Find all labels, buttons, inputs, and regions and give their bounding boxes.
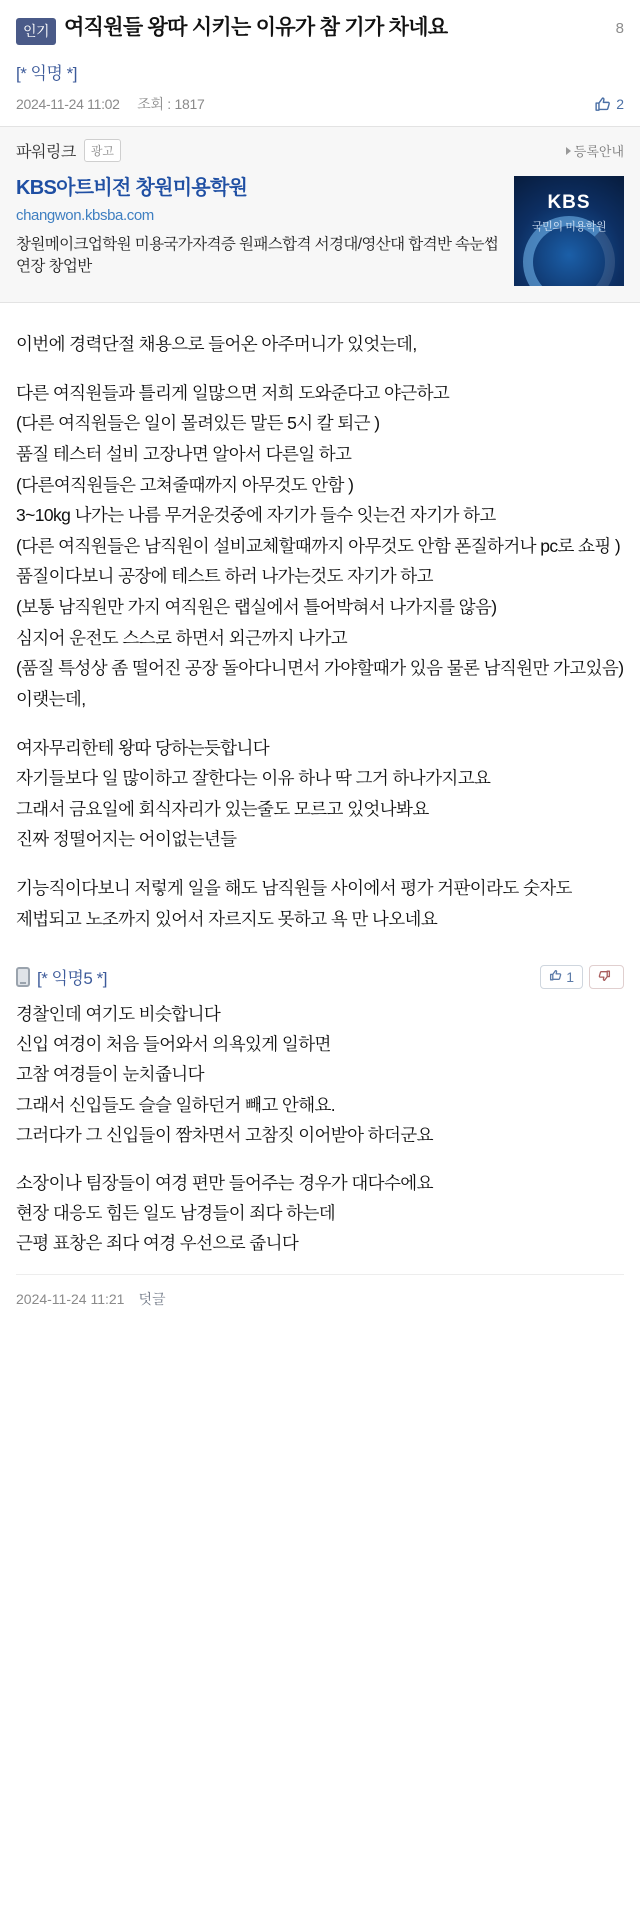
post-paragraph: (다른 여직원들은 일이 몰려있든 말든 5시 칼 퇴근 ) (16, 413, 380, 434)
post-date: 2024-11-24 11:02 (16, 96, 120, 112)
post-paragraph-spacer (16, 855, 624, 873)
comment-item (0, 950, 640, 1325)
comment-paragraph: 그러다가 그 신입들이 짬차면서 고참짓 이어받아 하더군요 (16, 1124, 433, 1145)
comment-author[interactable] (16, 964, 107, 989)
post-paragraph: 다른 여직원들과 틀리게 일많으면 저희 도와준다고 야근하고 (16, 382, 450, 403)
mobile-icon (16, 967, 30, 987)
ad-url[interactable]: changwon.kbsba.com (16, 207, 154, 224)
post-header (0, 0, 640, 126)
thumbs-down-icon (598, 969, 611, 985)
comment-count: 8 (615, 20, 624, 37)
hot-badge: 인기 (16, 18, 56, 45)
comment-paragraph: 고참 여경들이 눈치줍니다 (16, 1064, 204, 1085)
comment-paragraph: 소장이나 팀장들이 여경 편만 들어주는 경우가 대다수에요 (16, 1172, 433, 1193)
chevron-right-icon (566, 147, 571, 155)
ad-description: 창원메이크업학원 미용국가자격증 원패스합격 서경대/영산대 합격반 속눈썹연장 창업반 (16, 236, 499, 276)
post-paragraph: 여자무리한테 왕따 당하는듯합니다 (16, 737, 270, 758)
like-button[interactable] (594, 96, 624, 113)
like-count: 2 (616, 96, 624, 112)
ad-thumb-subtitle: 국민의 미용학원 (531, 221, 607, 233)
post-paragraph: 그래서 금요일에 회식자리가 있는줄도 모르고 있엇나봐요 (16, 798, 429, 819)
post-paragraph: (품질 특성상 좀 떨어진 공장 돌아다니면서 가야할때가 있음 물론 남직원만 가고있음) (16, 658, 624, 679)
comment-like-count: 1 (566, 968, 574, 985)
comment-paragraph-spacer (16, 1150, 624, 1168)
ad-thumb-title: KBS (547, 192, 591, 213)
title-row (16, 14, 624, 45)
comment-paragraph: 신입 여경이 처음 들어와서 의욕있게 일하면 (16, 1034, 331, 1055)
post-meta-left (16, 94, 204, 114)
post-paragraph: 심지어 운전도 스스로 하면서 외근까지 나가고 (16, 627, 348, 648)
comment-paragraph: 그래서 신입들도 슬슬 일하던거 빼고 안해요. (16, 1094, 336, 1115)
post-paragraph: 3~10kg 나가는 나름 무거운것중에 자기가 들수 잇는건 자기가 하고 (16, 505, 496, 526)
page-title: 여직원들 왕따 시키는 이유가 참 기가 차네요 (64, 16, 448, 39)
ad-header (0, 127, 640, 170)
post-paragraph-spacer (16, 360, 624, 378)
post-paragraph: 진짜 정떨어지는 어이없는년들 (16, 829, 237, 850)
post-paragraph: 기능직이다보니 저렇게 일을 해도 남직원들 사이에서 평가 거판이라도 숫자도 제법되고 노조까지 있어서 자르지도 못하고 욕 만 나오네요 (16, 878, 577, 929)
post-paragraph-spacer (16, 715, 624, 733)
comment-paragraph: 근평 표창은 죄다 여경 우선으로 줍니다 (16, 1232, 299, 1253)
comment-paragraph: 경찰인데 여기도 비슷합니다 (16, 1004, 221, 1025)
post-paragraph: 품질이다보니 공장에 테스트 하러 나가는것도 자기가 하고 (16, 566, 433, 587)
comment-content (16, 993, 624, 1258)
comment-author-name: [* 익명5 *] (37, 969, 107, 989)
ad-register-label: 등록안내 (573, 144, 624, 159)
post-content (0, 303, 640, 950)
ad-register-link[interactable] (566, 141, 624, 160)
post-views: 조회 : 1817 (137, 96, 205, 112)
comment-vote-box (540, 965, 624, 989)
ad-tag: 광고 (84, 139, 121, 162)
comment-dislike-button[interactable] (589, 965, 624, 989)
comment-header (16, 956, 624, 993)
comment-footer (16, 1274, 624, 1325)
comment-like-button[interactable] (540, 965, 583, 989)
thumbs-up-icon (594, 96, 611, 113)
post-paragraph: (보통 남직원만 가지 여직원은 랩실에서 틀어박혀서 나가지를 않음) (16, 597, 497, 617)
comment-reply-link[interactable]: 덧글 (138, 1291, 166, 1307)
ad-title[interactable]: KBS아트비전 창원미용학원 (16, 177, 248, 199)
comment-date: 2024-11-24 11:21 (16, 1291, 125, 1307)
post-author[interactable]: [* 익명 *] (16, 64, 77, 83)
post-paragraph: 이번에 경력단절 채용으로 들어온 아주머니가 있엇는데, (16, 334, 417, 354)
post-paragraph: (다른여직원들은 고쳐줄때까지 아무것도 안함 ) (16, 474, 354, 495)
powerlink-label: 파워링크 (16, 144, 76, 161)
post-paragraph: 자기들보다 일 많이하고 잘한다는 이유 하나 딱 그거 하나가지고요 (16, 768, 491, 789)
post-paragraph: 이랫는데, (16, 688, 86, 709)
post-meta (16, 94, 624, 126)
post-paragraph: (다른 여직원들은 남직원이 설비교체할때까지 아무것도 안함 폰질하거나 pc로 쇼핑 ) (16, 535, 621, 556)
ad-body[interactable] (0, 170, 640, 302)
comment-paragraph: 현장 대응도 힘든 일도 남경들이 죄다 하는데 (16, 1202, 336, 1223)
powerlink-ad (0, 127, 640, 302)
ad-thumbnail[interactable] (514, 176, 624, 286)
ad-text (16, 176, 502, 286)
ad-header-left (16, 139, 121, 162)
post-paragraph: 품질 테스터 설비 고장나면 알아서 다른일 하고 (16, 443, 352, 464)
thumbs-up-icon (549, 969, 562, 985)
